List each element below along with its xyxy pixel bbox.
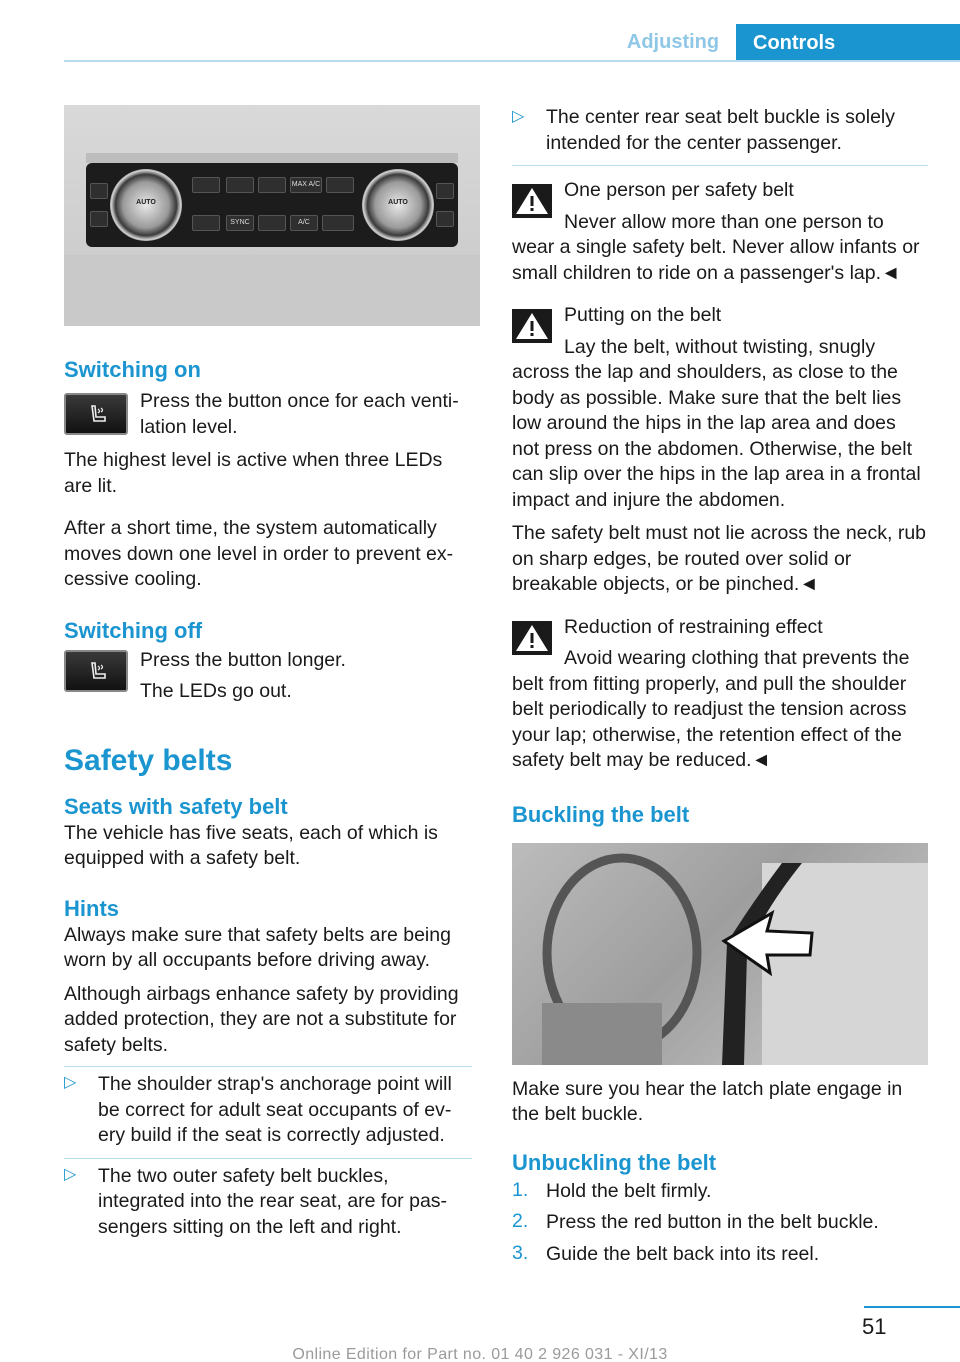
left-column [64, 105, 472, 1240]
switch-on-paragraph-1: The highest level is active when three LEDs are lit. [64, 449, 443, 497]
warning-putting-on-belt [512, 303, 928, 598]
fan-button [226, 177, 254, 193]
sync-button: SYNC [226, 215, 254, 231]
heading-switching-on: Switching on [64, 357, 201, 382]
knob-label: AUTO [136, 199, 156, 206]
warning-text-extra: The safety belt must not lie across the neck, rub on sharp edges, be routed over solid or breakable objects, or be pinched.◄ [512, 522, 927, 595]
heading-hints: Hints [64, 895, 119, 921]
fan-button [192, 177, 220, 193]
list-item [64, 1159, 472, 1241]
list-item [64, 1067, 472, 1158]
buckling-paragraph: Make sure you hear the latch plate engage in the belt buckle. [512, 1077, 903, 1125]
step-number: 1. [512, 1178, 529, 1201]
climate-panel [86, 163, 458, 247]
max-ac-button: MAX A/C [290, 177, 322, 193]
step-text: Press the red button in the belt buckle. [546, 1211, 879, 1233]
heading-switching-off: Switching off [64, 617, 203, 643]
list-divider [512, 165, 928, 166]
warning-one-person [512, 178, 928, 286]
heading-buckling-the-belt: Buckling the belt [512, 801, 690, 827]
section-buckling [512, 801, 928, 1128]
seat-ventilation-icon [86, 403, 110, 427]
section-switching-on [64, 356, 472, 593]
warning-text-rest: belt from fitting properly, and pull the shoulder belt periodically to readjust the tension across your lap; otherwise, the retention effect of the safety belt may be reduced.◄ [512, 672, 907, 771]
panel-trim [86, 153, 458, 163]
hints-paragraph-2: Although airbags enhance safety by providing added protection, they are not a substitute for safety belts. [64, 982, 459, 1056]
rear-defrost-button [258, 215, 286, 231]
warning-text-first: Avoid wearing clothing that prevents the [564, 647, 910, 669]
seat-heating-button-left [90, 211, 108, 227]
bullet-text: The shoulder strap's anchorage point will be correct for adult seat occupants of ev-ery build if the seat is correctly adjusted. [98, 1073, 452, 1146]
switch-off-instruction [64, 648, 472, 705]
section-tab-controls[interactable]: Controls [736, 24, 960, 62]
defrost-button [258, 177, 286, 193]
hints-paragraph-1: Always make sure that safety belts are being worn by all occupants before driving away. [64, 923, 451, 971]
heading-unbuckling-the-belt: Unbuckling the belt [512, 1149, 717, 1175]
bullet-text: The two outer safety belt buckles, integrated into the rear seat, are for pas-sengers sitting on the left and right. [98, 1164, 448, 1238]
warning-title: Reduction of restraining effect [564, 615, 823, 638]
section-safety-belts [64, 743, 472, 872]
warning-triangle-icon [512, 621, 552, 655]
safety-belts-paragraph: The vehicle has five seats, each of which is equipped with a safety belt. [64, 821, 438, 869]
climate-control-photo [64, 105, 480, 326]
page-number: 51 [862, 1314, 887, 1339]
bullet-text: The center rear seat belt buckle is solely intended for the center passenger. [546, 106, 896, 154]
warning-reduction-restraining [512, 615, 928, 774]
fan-button [326, 177, 354, 193]
list-item [512, 1179, 928, 1205]
hints-bullet-list [64, 1066, 472, 1240]
temperature-knob-right [362, 169, 434, 241]
warning-title: One person per safety belt [564, 179, 794, 201]
right-column [512, 105, 928, 1267]
list-item-center-buckle [512, 105, 928, 156]
temperature-knob-left [110, 169, 182, 241]
triangle-bullet-icon: ▷ [512, 108, 525, 125]
step-number: 3. [512, 1241, 529, 1264]
seat-ventilation-button-right [436, 183, 454, 199]
ac-button: A/C [290, 215, 318, 231]
seat-ventilation-button-icon [64, 650, 128, 692]
heading-safety-belts: Safety belts [64, 743, 233, 777]
page-header [0, 0, 960, 62]
step-text: Guide the belt back into its reel. [546, 1242, 820, 1265]
section-tab-adjusting[interactable]: Adjusting [626, 31, 720, 53]
edition-note: Online Edition for Part no. 01 40 2 926 031 - XI/13 [292, 1346, 668, 1362]
switch-on-instruction [64, 389, 472, 440]
warning-triangle-icon [512, 184, 552, 218]
belt-buckle-photo [512, 843, 928, 1065]
seat-ventilation-button-left [90, 183, 108, 199]
knob-label: AUTO [388, 199, 408, 206]
switch-on-paragraph-2: After a short time, the system automatically moves down one level in order to prevent ex-cessive cooling. [64, 517, 454, 590]
seat-ventilation-icon [86, 660, 110, 684]
list-item [512, 1210, 928, 1236]
warning-text-first: Never allow more than one person to [564, 210, 884, 233]
warning-title: Putting on the belt [564, 304, 722, 326]
warning-text-rest: wear a single safety belt. Never allow infants or small children to ride on a passenger's lap.◄ [512, 236, 920, 284]
header-divider [64, 60, 960, 62]
section-hints [64, 895, 472, 1241]
dashboard-lower [64, 255, 480, 326]
switch-on-text: Press the button once for each venti-lation level. [140, 390, 459, 438]
section-switching-off [64, 617, 472, 705]
triangle-bullet-icon: ▷ [64, 1074, 77, 1091]
warning-text-rest: across the lap and shoulders, as close to the body as possible. Make sure that the belt lies low around the hips in the lap area and does not press on the abdomen. Otherwise, the belt can slip over the hips in the lap area in a frontal impact and injure the abdomen. [512, 361, 921, 511]
seat-heating-button [192, 215, 220, 231]
warning-text-first: Lay the belt, without twisting, snugly [564, 335, 876, 358]
step-text: Hold the belt firmly. [546, 1179, 712, 1202]
seat-heating-button-right [436, 211, 454, 227]
heading-seats-with-safety-belt: Seats with safety belt [64, 793, 288, 819]
step-number: 2. [512, 1210, 529, 1232]
footer-divider [864, 1306, 960, 1308]
list-item [512, 1242, 928, 1268]
switch-off-line-2: The LEDs go out. [140, 680, 292, 702]
triangle-bullet-icon: ▷ [64, 1165, 77, 1183]
seat-ventilation-button-icon [64, 393, 128, 435]
switch-off-line-1: Press the button longer. [140, 648, 346, 671]
recirculation-button [322, 215, 354, 231]
warning-triangle-icon [512, 309, 552, 343]
belt-illustration [512, 843, 928, 1065]
section-unbuckling [512, 1149, 928, 1268]
